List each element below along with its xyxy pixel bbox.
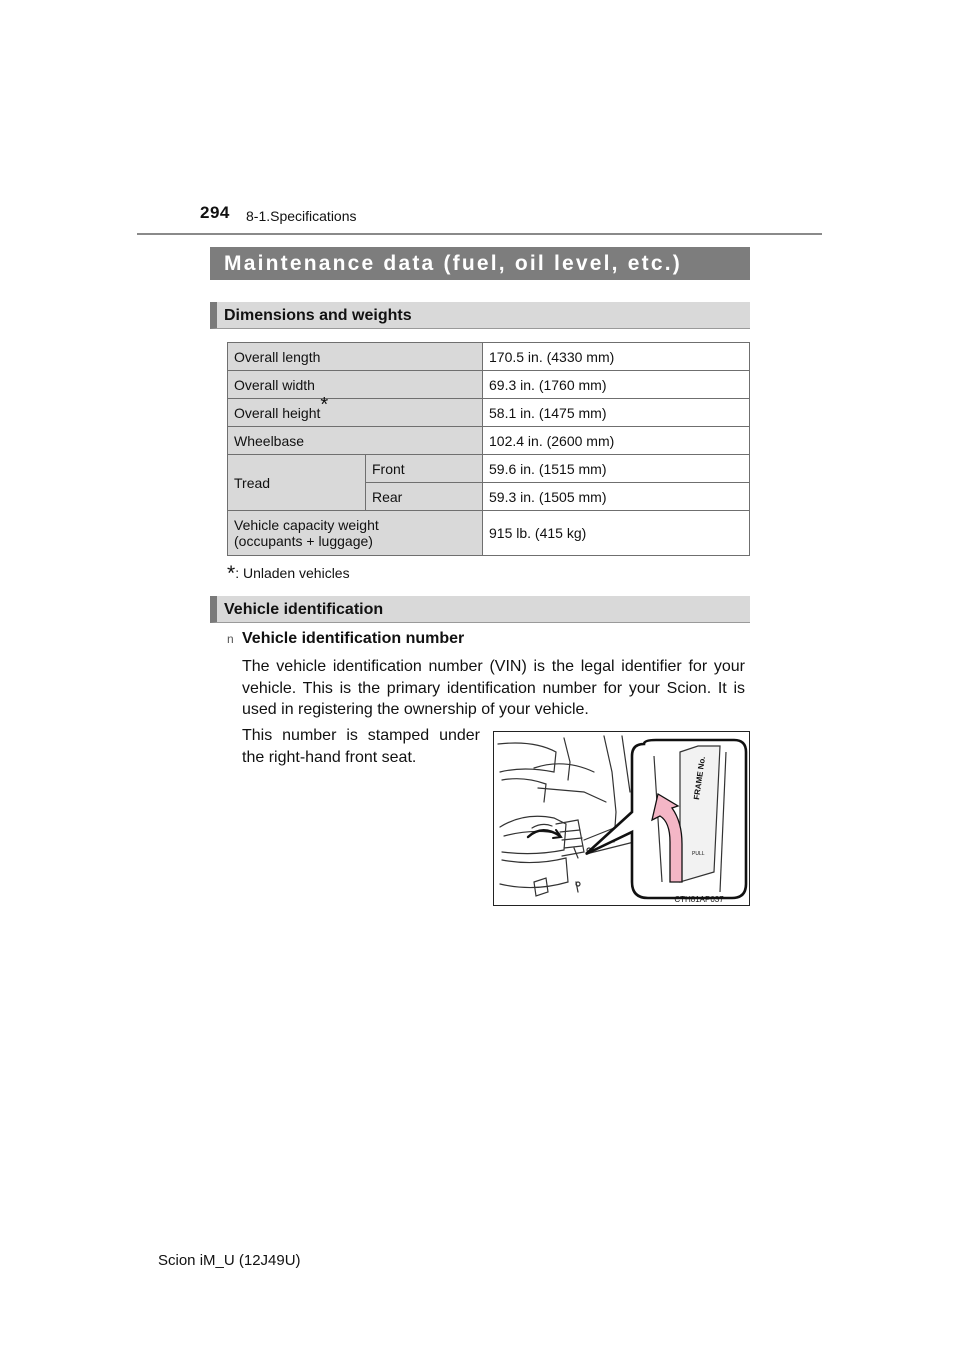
table-row — [228, 371, 750, 399]
table-cell-label: Tread — [228, 455, 366, 511]
footer-model: Scion iM_U (12J49U) — [158, 1252, 301, 1269]
page-number: 294 — [200, 203, 230, 222]
pull-label: PULL — [692, 851, 705, 857]
table-row — [228, 343, 750, 371]
table-row — [228, 511, 750, 556]
table-cell-value: 170.5 in. (4330 mm) — [483, 343, 750, 371]
table-cell-label — [228, 511, 483, 556]
overall-height-label: Overall height — [234, 404, 321, 421]
table-cell-value: 915 lb. (415 kg) — [483, 511, 750, 556]
footnote-text: : Unladen vehicles — [235, 565, 350, 581]
capacity-label-line2: (occupants + luggage) — [234, 533, 373, 549]
table-cell-sublabel: Rear — [366, 483, 483, 511]
table-cell-sublabel: Front — [366, 455, 483, 483]
page-title: Maintenance data (fuel, oil level, etc.) — [210, 247, 750, 280]
footnote — [227, 562, 350, 585]
table-cell-label — [228, 393, 483, 427]
vin-location-paragraph: This number is stamped under the right-hand front seat. — [242, 727, 480, 766]
vin-location-illustration — [493, 731, 750, 906]
footnote-marker: * — [320, 393, 329, 416]
bullet-marker: n — [227, 632, 234, 646]
table-cell-label: Overall width — [228, 371, 483, 399]
illustration-code: CTH81AP037 — [674, 895, 724, 904]
vin-paragraph: The vehicle identification number (VIN) is the legal identifier for your vehicle. This is the primary identification number for your Scion. It is used in registering the ownership of your vehicle. — [242, 658, 745, 718]
seat-illustration-svg — [494, 732, 749, 905]
footnote-marker: * — [227, 562, 236, 585]
capacity-label-line1: Vehicle capacity weight — [234, 517, 379, 533]
vehicle-id-heading: Vehicle identification — [210, 596, 750, 623]
table-row — [228, 427, 750, 455]
section-path: 8-1.Specifications — [246, 208, 357, 224]
dimensions-heading: Dimensions and weights — [210, 302, 750, 329]
table-row — [228, 399, 750, 427]
table-cell-label: Wheelbase — [228, 427, 483, 455]
frame-number-label: FRAME No. — [692, 755, 708, 801]
table-cell-value: 58.1 in. (1475 mm) — [483, 399, 750, 427]
table-cell-value: 69.3 in. (1760 mm) — [483, 371, 750, 399]
table-cell-value: 59.3 in. (1505 mm) — [483, 483, 750, 511]
table-cell-value: 59.6 in. (1515 mm) — [483, 455, 750, 483]
table-row — [228, 455, 750, 483]
dimensions-table — [227, 342, 750, 556]
vin-title: Vehicle identification number — [242, 630, 465, 647]
header-rule — [137, 233, 822, 235]
table-cell-value: 102.4 in. (2600 mm) — [483, 427, 750, 455]
table-cell-label: Overall length — [228, 343, 483, 371]
